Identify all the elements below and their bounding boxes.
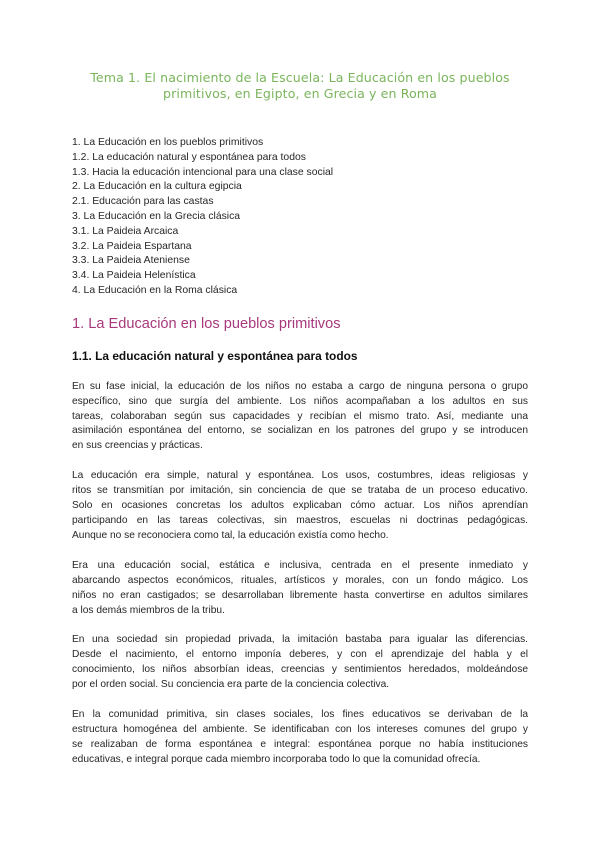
toc-item: 2. La Educación en la cultura egipcia [72,181,242,193]
toc-item: 1.3. Hacia la educación intencional para una clase social [72,166,334,178]
paragraph-line: abarcando aspectos económicos, rituales, artísticos y morales, con un fondo mágico. Los [72,574,528,586]
section-heading: 1. La Educación en los pueblos primitivos [72,315,341,332]
toc-item: 4. La Educación en la Roma clásica [72,284,238,296]
paragraph-line: se realizaban de forma espontánea e integral: espontánea porque no había instituciones [72,738,528,750]
toc-item: 1.2. La educación natural y espontánea para todos [72,151,306,163]
paragraph-line: participando en las tareas colectivas, sin maestros, escuelas ni doctrinas pedagógicas. [72,515,528,527]
table-of-contents [72,136,528,299]
paragraph-line: niños no eran castigados; se desarrollaban libremente hasta convertirse en adultos similares [72,589,528,601]
toc-item: 3.1. La Paideia Arcaica [72,225,179,237]
paragraph-line: por el orden social. Su conciencia era parte de la conciencia colectiva. [72,679,390,691]
paragraph-line: En la comunidad primitiva, sin clases sociales, los fines educativos se derivaban de la [72,709,528,721]
toc-item: 3.3. La Paideia Ateniense [72,255,190,267]
paragraph-line: Aunque no se reconociera como tal, la educación existía como hecho. [72,529,389,541]
paragraph-line: conocimiento, los niños absorbían ideas, creencias y sentimientos heredados, moldeándose [72,664,528,676]
paragraph-4 [72,633,528,693]
paragraph-line: educativas, e integral porque cada miembro incorporaba todo lo que la comunidad ofrecía. [72,753,481,765]
paragraph-line: ritos se transmitían por imitación, sin conciencia de que se trataba de un proceso educativo. [72,485,528,497]
paragraph-line: estructura homogénea del ambiente. Se identificaban con los intereses comunes del grupo y [72,723,528,735]
toc-item: 3. La Educación en la Grecia clásica [72,210,241,222]
toc-item: 3.2. La Paideia Espartana [72,240,192,252]
paragraph-line: a los demás miembros de la tribu. [72,604,225,616]
paragraph-5 [72,708,528,768]
subsection-heading: 1.1. La educación natural y espontánea para todos [72,348,358,363]
paragraph-line: Era una educación social, estática e inclusiva, centrada en el presente inmediato y [72,559,528,571]
paragraph-line: específico, sino que surgía del ambiente. Los niños acompañaban a los adultos en sus [72,395,528,407]
document-title-line-1: Tema 1. El nacimiento de la Escuela: La Educación en los pueblos [90,70,510,85]
paragraph-line: En su fase inicial, la educación de los niños no estaba a cargo de ninguna persona o grupo [72,380,528,392]
paragraph-2 [72,469,528,544]
paragraph-line: La educación era simple, natural y espontánea. Los usos, costumbres, ideas religiosas y [72,470,528,482]
paragraph-1 [72,380,528,455]
paragraph-line: Solo en ocasiones concretas los adultos explicaban cómo actuar. Los niños aprendían [72,500,528,512]
document-title-line-2: primitivos, en Egipto, en Grecia y en Roma [163,86,437,101]
document-title [72,0,528,102]
paragraph-line: Desde el nacimiento, el entorno imponía deberes, y con el aprendizaje del habla y el [72,649,528,661]
paragraph-3 [72,559,528,619]
paragraph-line: en sus creencias y prácticas. [72,440,203,452]
paragraph-line: En una sociedad sin propiedad privada, la imitación bastaba para igualar las diferencias. [72,634,528,646]
paragraph-line: tareas, colaboraban según sus capacidades y recibían el mismo trato. Así, mediante una [72,410,528,422]
toc-item: 1. La Educación en los pueblos primitivos [72,137,264,148]
paragraph-line: asimilación espontánea del entorno, se socializan en los patrones del grupo y se introducen [72,425,528,437]
toc-item: 3.4. La Paideia Helenística [72,270,196,282]
toc-item: 2.1. Educación para las castas [72,196,214,208]
